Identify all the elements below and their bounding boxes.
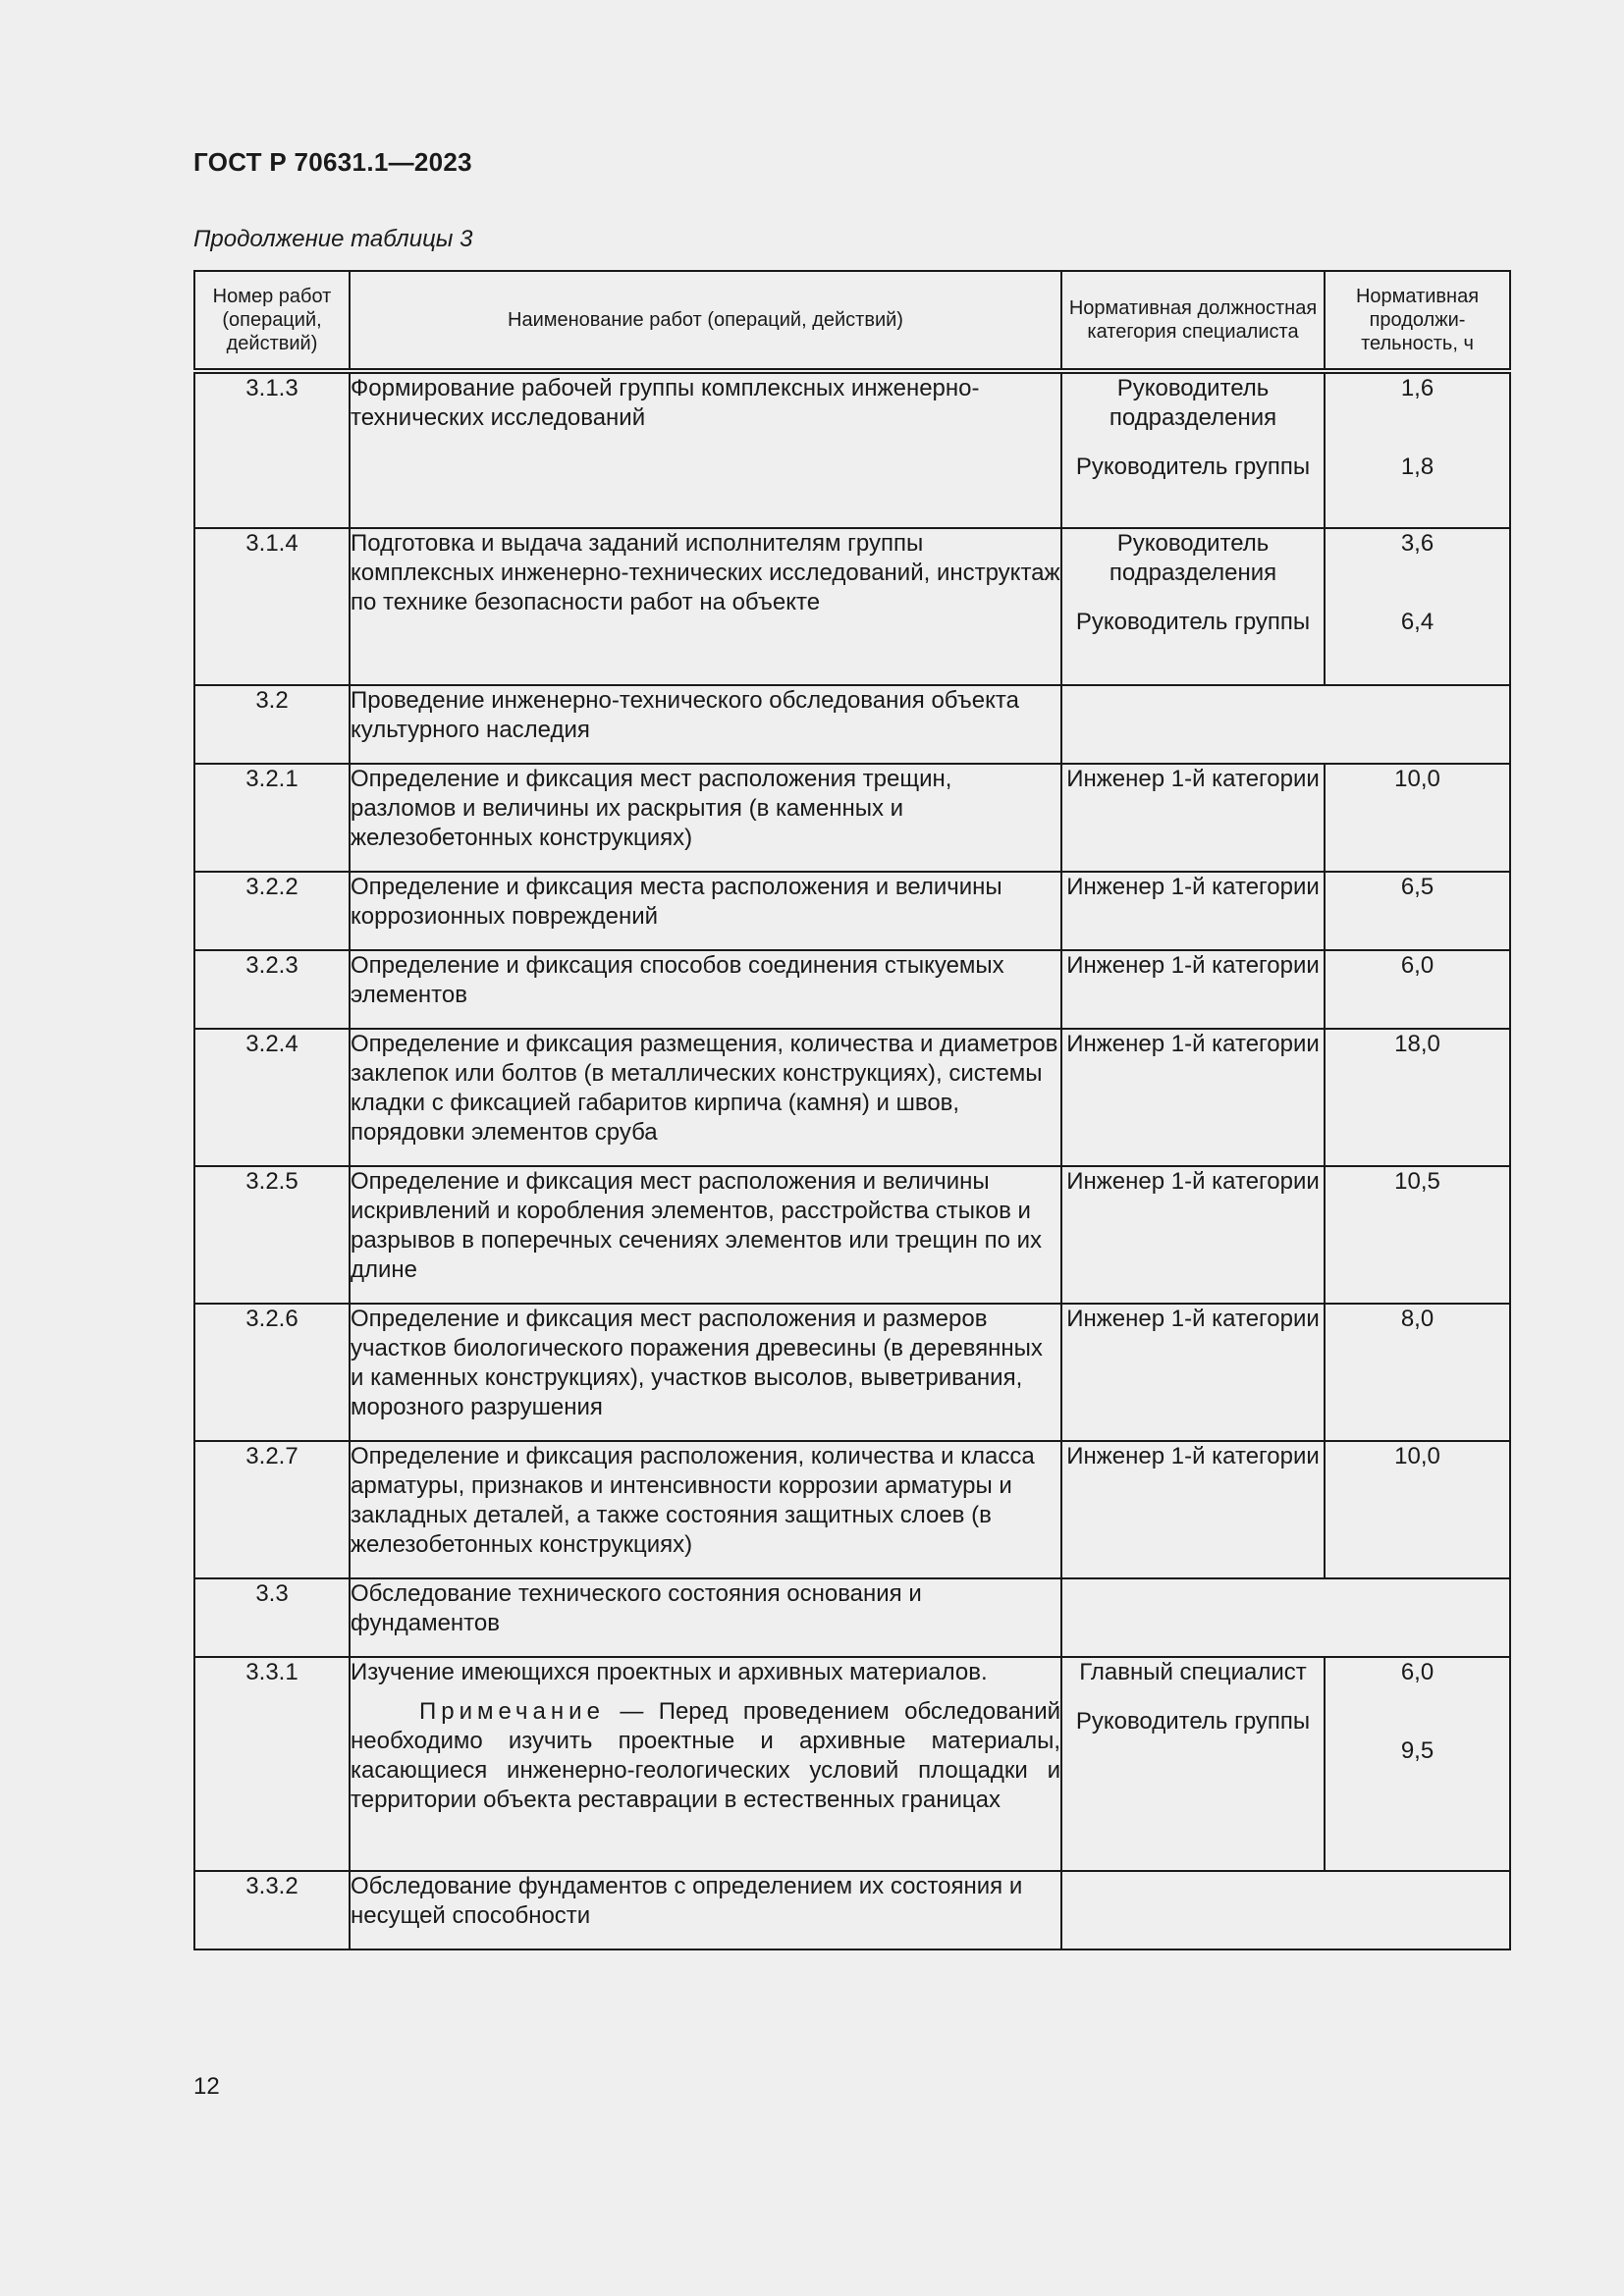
table-row [194,1166,1510,1304]
row-duration: 10,5 [1325,1166,1510,1304]
row-name: Определение и фиксация мест расположения и размеров участков биологического поражения древесины (в деревянных и каменных конструкциях), участков высолов, выветривания, морозного разрушения [350,1304,1061,1441]
header-duration: Нормативная продолжи-тельность, ч [1325,271,1510,371]
table-caption: Продолжение таблицы 3 [193,226,473,252]
row-num: 3.2.2 [194,872,350,950]
row-duration: 8,0 [1325,1304,1510,1441]
row-name: Определение и фиксация способов соединения стыкуемых элементов [350,950,1061,1029]
works-table [193,270,1511,1950]
row-num: 3.2.3 [194,950,350,1029]
row-num: 3.2 [194,685,350,764]
duration-1: 3,6 [1400,530,1435,557]
row-name: Подготовка и выдача заданий исполнителям группы комплексных инженерно-технических исследований, инструктаж по технике безопасности работ на объекте [350,528,1061,685]
row-name: Определение и фиксация мест расположения и величины искривлений и коробления элементов, расстройства стыков и разрывов в поперечных сечениях элементов или трещин по их длине [350,1166,1061,1304]
table-row [194,1657,1510,1871]
duration-1: 6,0 [1400,1659,1435,1685]
row-category: Инженер 1-й категории [1061,872,1325,950]
row-category: Инженер 1-й категории [1061,764,1325,872]
row-name [350,1657,1061,1871]
duration-2: 1,8 [1400,454,1435,480]
category-2: Руководитель группы [1075,454,1311,480]
row-category: Инженер 1-й категории [1061,1029,1325,1166]
table-section-row [194,1871,1510,1949]
row-empty [1061,1578,1510,1657]
row-category [1061,371,1325,528]
row-category [1061,528,1325,685]
row-num: 3.2.6 [194,1304,350,1441]
row-name: Проведение инженерно-технического обследования объекта культурного наследия [350,685,1061,764]
row-duration: 10,0 [1325,764,1510,872]
page-number: 12 [193,2073,220,2100]
row-name: Определение и фиксация расположения, количества и класса арматуры, признаков и интенсивности коррозии арматуры и закладных деталей, а также состояния защитных слоев (в железобетонных конструкциях) [350,1441,1061,1578]
row-duration: 10,0 [1325,1441,1510,1578]
row-name: Определение и фиксация места расположения и величины коррозионных повреждений [350,872,1061,950]
document-header: ГОСТ Р 70631.1—2023 [193,147,472,177]
row-name: Обследование технического состояния основания и фундаментов [350,1578,1061,1657]
row-category: Инженер 1-й категории [1061,1166,1325,1304]
row-name-text: Изучение имеющихся проектных и архивных материалов. [351,1659,988,1685]
table-row [194,1304,1510,1441]
header-num: Номер работ (операций, действий) [194,271,350,371]
row-num: 3.3.2 [194,1871,350,1949]
row-category: Инженер 1-й категории [1061,950,1325,1029]
row-duration [1325,371,1510,528]
category-2: Руководитель группы [1075,1708,1311,1735]
table-row [194,764,1510,872]
row-duration: 6,5 [1325,872,1510,950]
row-num: 3.2.4 [194,1029,350,1166]
table-row [194,950,1510,1029]
duration-2: 9,5 [1400,1737,1435,1764]
header-category: Нормативная должностная категория специалиста [1061,271,1325,371]
row-name: Формирование рабочей группы комплексных инженерно-технических исследований [350,371,1061,528]
duration-2: 6,4 [1400,609,1435,635]
table-row [194,1441,1510,1578]
note-text: — Перед проведением обследований необходимо изучить проектные и архивные материалы, касающиеся инженерно-геологических условий площадки и территории объекта реставрации в естественных границах [351,1698,1060,1813]
row-empty [1061,1871,1510,1949]
row-duration [1325,1657,1510,1871]
row-num: 3.2.5 [194,1166,350,1304]
table-row [194,371,1510,528]
row-num: 3.2.7 [194,1441,350,1578]
category-1: Главный специалист [1079,1659,1307,1685]
row-num: 3.2.1 [194,764,350,872]
table-row [194,872,1510,950]
row-category: Инженер 1-й категории [1061,1304,1325,1441]
row-empty [1061,685,1510,764]
table-section-row [194,685,1510,764]
note-label: Примечание [419,1698,605,1725]
category-2: Руководитель группы [1075,609,1311,635]
category-1: Руководитель подразделения [1109,375,1277,431]
row-num: 3.3 [194,1578,350,1657]
duration-1: 1,6 [1400,375,1435,401]
row-category: Инженер 1-й категории [1061,1441,1325,1578]
row-note [351,1697,1060,1815]
table-row [194,1029,1510,1166]
header-name: Наименование работ (операций, действий) [350,271,1061,371]
row-duration [1325,528,1510,685]
row-name: Определение и фиксация размещения, количества и диаметров заклепок или болтов (в металлических конструкциях), системы кладки с фиксацией габаритов кирпича (камня) и швов, порядовки элементов сруба [350,1029,1061,1166]
table-row [194,528,1510,685]
row-name: Определение и фиксация мест расположения трещин, разломов и величины их раскрытия (в каменных и железобетонных конструкциях) [350,764,1061,872]
row-num: 3.3.1 [194,1657,350,1871]
row-name: Обследование фундаментов с определением их состояния и несущей способности [350,1871,1061,1949]
row-num: 3.1.4 [194,528,350,685]
table-section-row [194,1578,1510,1657]
row-category [1061,1657,1325,1871]
row-num: 3.1.3 [194,371,350,528]
row-duration: 6,0 [1325,950,1510,1029]
category-1: Руководитель подразделения [1109,530,1277,586]
table-header-row [194,271,1510,371]
row-duration: 18,0 [1325,1029,1510,1166]
